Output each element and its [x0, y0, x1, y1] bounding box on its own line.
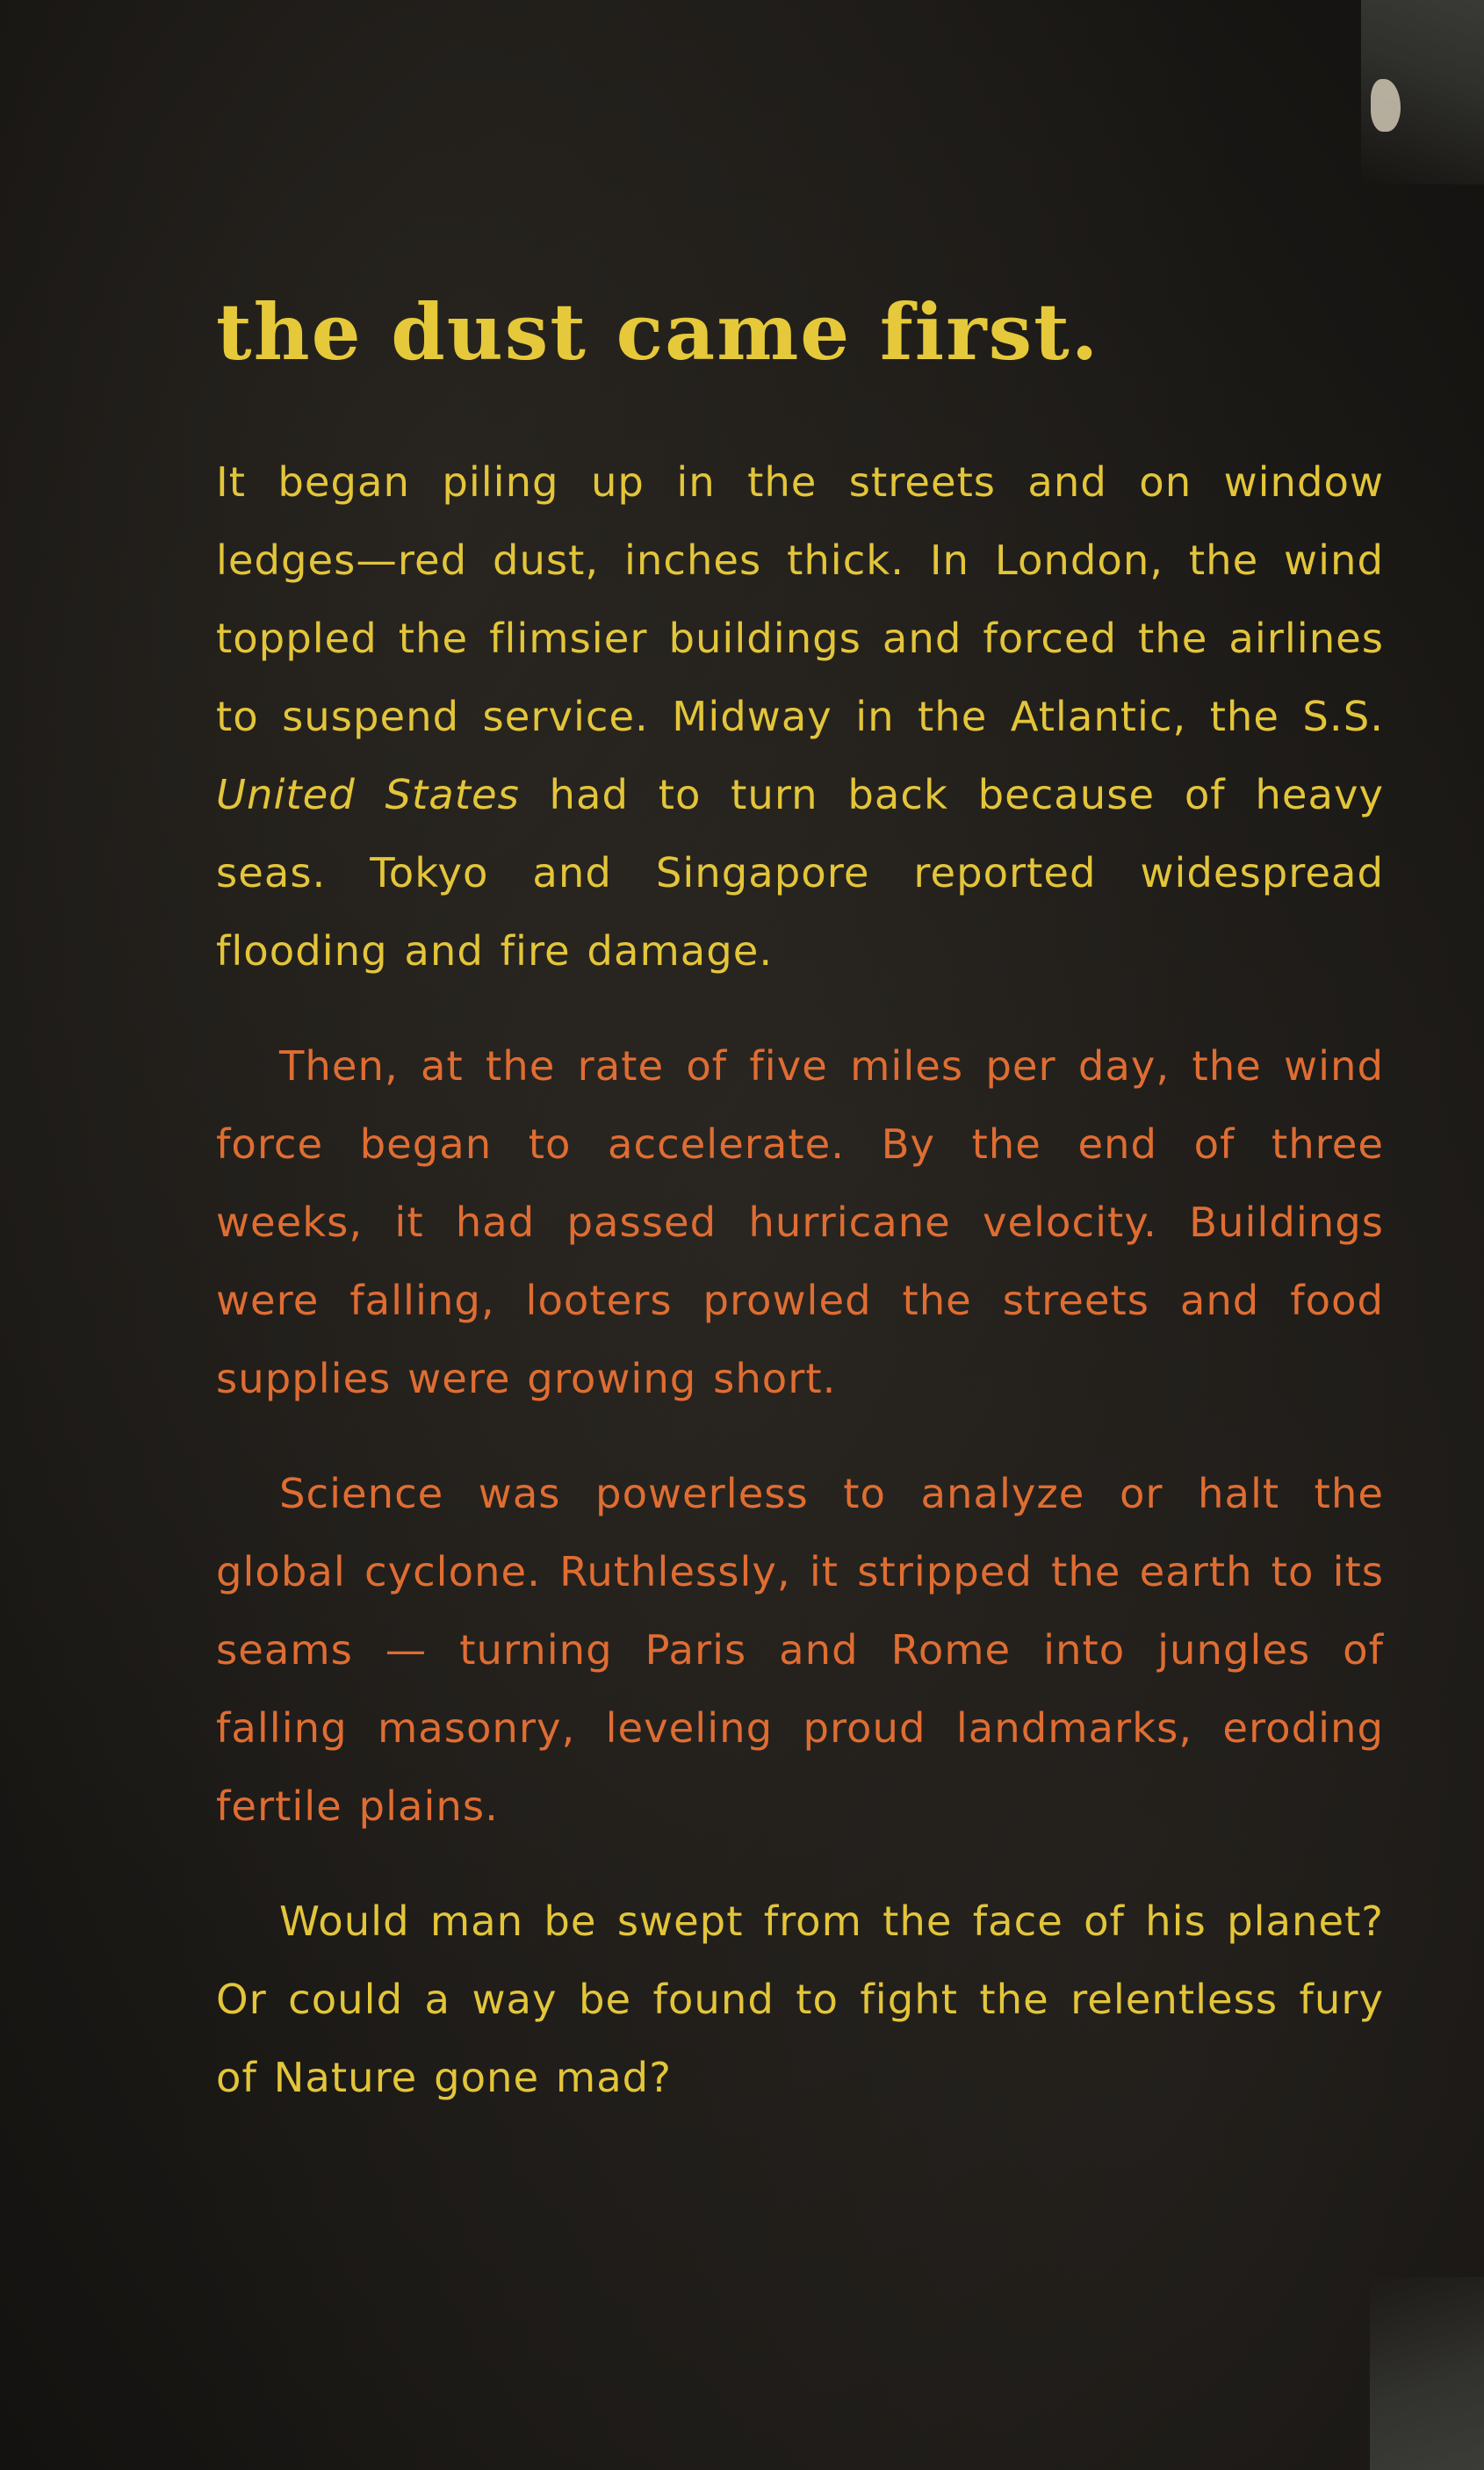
blurb-content	[216, 286, 1384, 2117]
paragraph-1-text-a: It began piling up in the streets and on window ledges—red dust, inches thick. In London, the wind toppled the flimsier buildings and forced the airlines to suspend service. Midway in the Atlantic, the S.S.	[216, 457, 1384, 740]
paragraph-1-text-b: had to turn back because of heavy seas. Tokyo and Singapore reported widespread flooding and fire damage.	[216, 770, 1384, 975]
paragraph-1	[216, 443, 1384, 990]
paragraph-2: Then, at the rate of five miles per day, the wind force began to accelerate. By the end of three weeks, it had passed hurricane velocity. Buildings were falling, looters prowled the streets and food supplies were growing short.	[216, 1041, 1384, 1402]
headline: the dust came first.	[216, 286, 1100, 378]
paragraph-3: Science was powerless to analyze or halt the global cyclone. Ruthlessly, it stripped the earth to its seams — turning Paris and Rome into jungles of falling masonry, leveling proud landmarks, eroding fertile plains.	[216, 1469, 1384, 1830]
worn-corner-bottom-right	[1370, 2277, 1484, 2470]
paragraph-4: Would man be swept from the face of his planet? Or could a way be found to fight the relentless fury of Nature gone mad?	[216, 1897, 1384, 2101]
ship-name: United States	[216, 770, 520, 818]
